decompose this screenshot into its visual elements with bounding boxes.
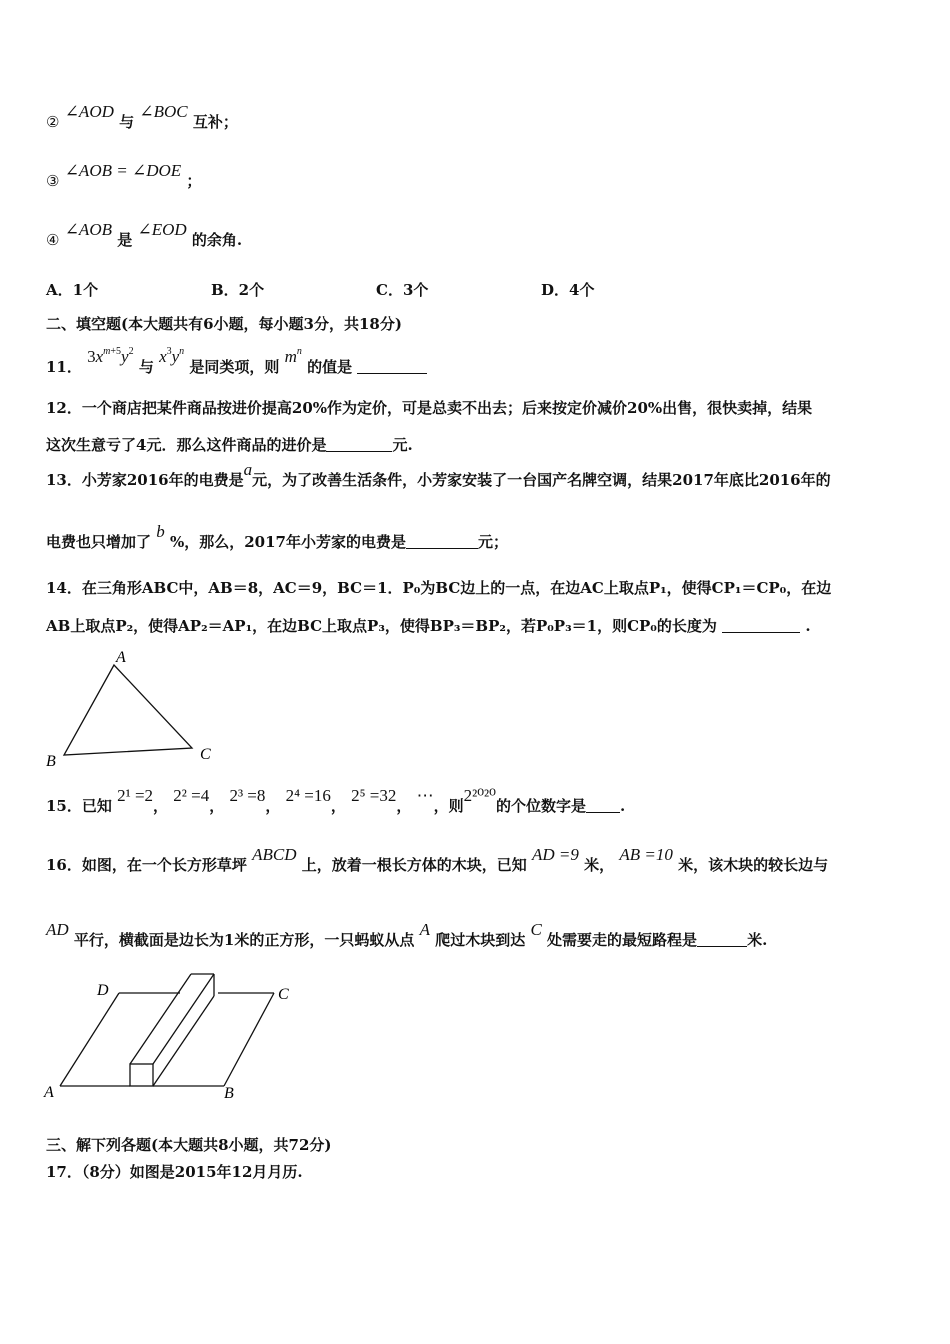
question-number: 11． <box>46 358 82 376</box>
length-ab: AB =10 <box>619 845 673 864</box>
option-c[interactable]: C．3个 <box>376 281 429 299</box>
question-tail: 元. <box>392 436 413 454</box>
power-2-5: 2⁵ =32 <box>351 786 397 805</box>
triangle-figure <box>40 645 230 775</box>
power-2-3: 2³ =8 <box>229 786 266 805</box>
question-text: 上，放着一根长方体的木块，已知 <box>301 856 527 874</box>
answer-blank[interactable] <box>326 437 392 452</box>
question-tail: 的值是 <box>307 358 353 376</box>
answer-options <box>46 280 706 300</box>
question-15: 15．已知 2¹ =2， 2² =4， 2³ =8， 2⁴ =16， 2⁵ =32， ⋯，则2²⁰²⁰的个位数字是 . <box>46 786 626 815</box>
question-12-line-2 <box>46 435 413 455</box>
option-d[interactable]: D．4个 <box>541 281 595 299</box>
question-tail: . <box>805 617 811 635</box>
label-c: C <box>200 746 211 763</box>
power-2-2: 2² =4 <box>173 786 210 805</box>
power-2-2020: 2²⁰²⁰ <box>463 786 496 805</box>
question-14-line-2 <box>46 616 811 636</box>
answer-blank[interactable] <box>406 534 478 549</box>
question-text: %，那么，2017年小芳家的电费是 <box>169 533 406 551</box>
option-b[interactable]: B．2个 <box>211 281 265 299</box>
item-tail: 互补； <box>192 113 238 131</box>
label-a: A <box>44 1084 54 1101</box>
question-13-line-2 <box>46 522 509 552</box>
connector: 与 <box>119 113 135 131</box>
question-16-line-1 <box>46 845 829 875</box>
answer-blank[interactable] <box>722 618 800 633</box>
connector: 与 <box>138 358 154 376</box>
power-m-n: $m^n$ <box>284 346 302 366</box>
power-2-1: 2¹ =2 <box>117 786 154 805</box>
variable-a: a <box>243 460 253 479</box>
edge-ad <box>60 993 119 1086</box>
question-text: 平行，横截面是边长为1米的正方形，一只蚂蚁从点 <box>73 931 415 949</box>
question-text: 处需要走的最短路程是 <box>547 931 698 949</box>
angle-expr: ∠BOC <box>139 102 188 121</box>
question-11 <box>46 346 427 377</box>
question-12-line-1: 12．一个商店把某件商品按进价提高20%作为定价，可是总卖不出去；后来按定价减价20%出售，很快卖掉，结果 <box>46 399 813 417</box>
question-text: 15．已知 <box>46 797 112 815</box>
item-tail: ； <box>186 172 202 190</box>
answer-blank[interactable] <box>357 359 427 374</box>
question-text: 是同类项，则 <box>189 358 280 376</box>
question-tail: 的个位数字是 <box>495 797 586 815</box>
edge-cb <box>224 993 274 1086</box>
angle-expr: ∠AOD <box>64 102 114 121</box>
item-number: ④ <box>46 231 60 249</box>
question-text: 米， <box>584 856 615 874</box>
segment-ad: AD <box>46 920 69 939</box>
item-tail: 的余角. <box>191 231 243 249</box>
question-tail: 元； <box>478 533 509 551</box>
ellipsis: ⋯ <box>416 786 434 805</box>
question-text: 这次生意亏了4元．那么这件商品的进价是 <box>46 436 327 454</box>
label-b: B <box>224 1085 234 1102</box>
label-c: C <box>278 986 289 1003</box>
item-2 <box>46 102 238 132</box>
block-front-face <box>130 1064 153 1086</box>
question-13-line-1 <box>46 460 831 490</box>
block-top-edge-1 <box>130 974 191 1064</box>
item-3 <box>46 161 202 191</box>
point-a: A <box>419 920 430 939</box>
question-text: 爬过木块到达 <box>435 931 526 949</box>
power-2-4: 2⁴ =16 <box>285 786 331 805</box>
section-3-heading: 三、解下列各题(本大题共8小题，共72分) <box>46 1136 332 1154</box>
block-bottom-edge <box>153 996 214 1086</box>
answer-blank[interactable] <box>586 798 620 813</box>
item-number: ② <box>46 113 60 131</box>
question-text: AB上取点P₂，使得AP₂＝AP₁，在边BC上取点P₃，使得BP₃＝BP₂，若P₀P₃＝1，则CP₀的长度为 <box>46 617 717 635</box>
question-text: 米，该木块的较长边与 <box>678 856 829 874</box>
answer-blank[interactable] <box>697 932 747 947</box>
question-text: 元，为了改善生活条件，小芳家安装了一台国产名牌空调，结果2017年底比2016年的 <box>252 471 831 489</box>
question-text: ，则 <box>433 797 464 815</box>
length-ad: AD =9 <box>532 845 579 864</box>
question-14-line-1: 14．在三角形ABC中，AB＝8，AC＝9，BC＝1．P₀为BC边上的一点，在边AC上取点P₁，使得CP₁＝CP₀，在边 <box>46 579 832 597</box>
connector: 是 <box>117 231 133 249</box>
item-4 <box>46 220 243 250</box>
point-c: C <box>530 920 542 939</box>
question-17: 17．（8分）如图是2015年12月月历. <box>46 1163 303 1181</box>
label-d: D <box>97 982 109 999</box>
item-number: ③ <box>46 172 60 190</box>
angle-expr: ∠AOB <box>64 220 112 239</box>
option-a[interactable]: A．1个 <box>46 281 99 299</box>
question-text: 电费也只增加了 <box>46 533 152 551</box>
question-16-line-2 <box>46 920 768 950</box>
label-b: B <box>46 753 56 770</box>
label-a: A <box>116 649 126 666</box>
question-text: 16．如图，在一个长方形草坪 <box>46 856 247 874</box>
triangle-abc <box>64 665 192 755</box>
variable-b: b <box>156 522 165 541</box>
monomial-1: $3x^{m+5}y^2$ <box>87 346 134 366</box>
monomial-2: $x^3y^n$ <box>159 346 185 366</box>
rect-abcd: ABCD <box>252 845 297 864</box>
section-2-heading: 二、填空题(本大题共有6小题，每小题3分，共18分) <box>46 315 402 333</box>
question-tail: 米. <box>747 931 768 949</box>
lawn-block-figure <box>40 970 310 1105</box>
question-text: 13．小芳家2016年的电费是 <box>46 471 244 489</box>
block-top-edge-2 <box>153 974 214 1064</box>
angle-equation: ∠AOB = ∠DOE <box>64 161 182 180</box>
angle-expr: ∠EOD <box>137 220 187 239</box>
